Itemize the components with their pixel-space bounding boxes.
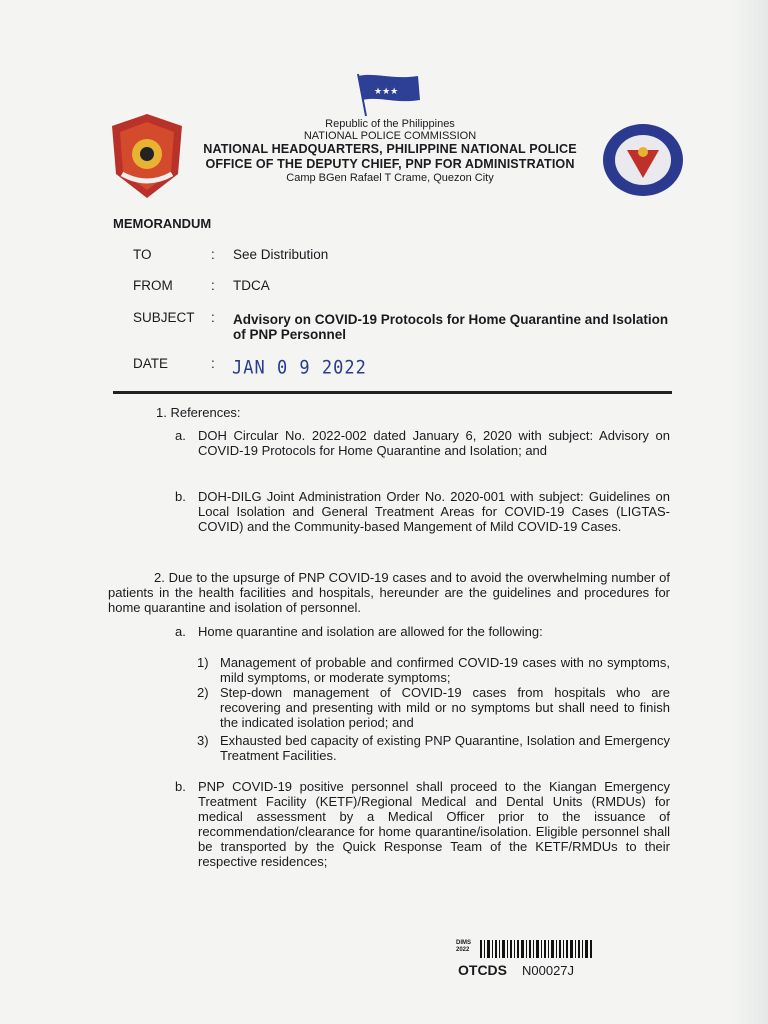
reference-a-marker: a. <box>175 428 186 443</box>
memorandum-title: MEMORANDUM <box>113 216 212 231</box>
subitem-2-marker: 2) <box>197 685 209 700</box>
paragraph-2-text: 2. Due to the upsurge of PNP COVID-19 cases and to avoid the overwhelming number of patients in the health facilities and hospitals, hereunder are the guidelines and procedures for home quarantine and isolation of personnel. <box>108 570 670 615</box>
subitem-2-text: Step-down management of COVID-19 cases from hospitals who are recovering and presenting with mild or no symptoms but shall need to finish the indicated isolation period; and <box>220 685 670 730</box>
barcode-tag-line1: DIMS <box>456 940 471 946</box>
three-star-flag-icon <box>352 72 424 118</box>
headquarters-line: NATIONAL HEADQUARTERS, PHILIPPINE NATIONAL POLICE <box>203 142 577 156</box>
subject-value: Advisory on COVID-19 Protocols for Home Quarantine and Isolation of PNP Personnel <box>233 312 669 342</box>
office-line: OFFICE OF THE DEPUTY CHIEF, PNP FOR ADMINISTRATION <box>205 157 575 171</box>
reference-a-text: DOH Circular No. 2022-002 dated January 6, 2020 with subject: Advisory on COVID-19 Protocols for Home Quarantine and Isolation; and <box>198 428 670 458</box>
subject-label: SUBJECT <box>133 310 195 325</box>
subitem-1-marker: 1) <box>197 655 209 670</box>
barcode-number: N00027J <box>522 963 575 978</box>
barcode-bars-icon <box>480 940 592 958</box>
subitem-1-text: Management of probable and confirmed COVID-19 cases with no symptoms, mild symptoms, or moderate symptoms; <box>220 655 670 685</box>
subject-colon: : <box>211 310 215 325</box>
date-colon: : <box>211 356 215 371</box>
reference-b-text: DOH-DILG Joint Administration Order No. 2020-001 with subject: Guidelines on Local Isolation and General Treatment Areas for COVID-19 Cases (LIGTAS-COVID) and the Community-based Mangement of Mild COVID-19 Cases. <box>198 489 670 534</box>
letterhead <box>180 118 600 185</box>
commission-line: NATIONAL POLICE COMMISSION <box>303 130 477 142</box>
date-stamp: JAN 0 9 2022 <box>232 357 367 379</box>
reference-b-marker: b. <box>175 489 186 504</box>
from-label: FROM <box>133 278 173 293</box>
item-b-text: PNP COVID-19 positive personnel shall proceed to the Kiangan Emergency Treatment Facility (KETF)/Regional Medical and Dental Units (RMDUs) for medical assessment by a Medical Officer prior to the issuance of recommendation/clearance for home quarantine/isolation. Eligible personnel shall be transported by the Quick Response Team of the KETF/RMDUs to their respective residences; <box>198 779 670 869</box>
dcpa-seal-icon <box>600 122 686 198</box>
subitem-3-marker: 3) <box>197 733 209 748</box>
barcode-tag <box>456 940 471 954</box>
date-label: DATE <box>133 356 169 371</box>
page-edge-shadow <box>732 0 768 1024</box>
references-heading: 1. References: <box>156 405 241 420</box>
to-colon: : <box>211 247 215 262</box>
document-barcode <box>456 938 596 982</box>
item-a-marker: a. <box>175 624 186 639</box>
pnp-seal-icon <box>110 112 184 200</box>
barcode-tag-line2: 2022 <box>456 947 470 953</box>
to-label: TO <box>133 247 152 262</box>
from-colon: : <box>211 278 215 293</box>
svg-text:★★★: ★★★ <box>374 87 399 97</box>
subitem-3-text: Exhausted bed capacity of existing PNP Quarantine, Isolation and Emergency Treatment Facilities. <box>220 733 670 763</box>
item-b-marker: b. <box>175 779 186 794</box>
to-value: See Distribution <box>233 247 329 262</box>
header-divider <box>113 391 672 394</box>
item-a-text: Home quarantine and isolation are allowed for the following: <box>198 624 543 639</box>
barcode-label: OTCDS <box>458 962 507 978</box>
republic-line: Republic of the Philippines <box>325 118 455 130</box>
camp-address: Camp BGen Rafael T Crame, Quezon City <box>286 172 494 184</box>
from-value: TDCA <box>233 278 270 293</box>
